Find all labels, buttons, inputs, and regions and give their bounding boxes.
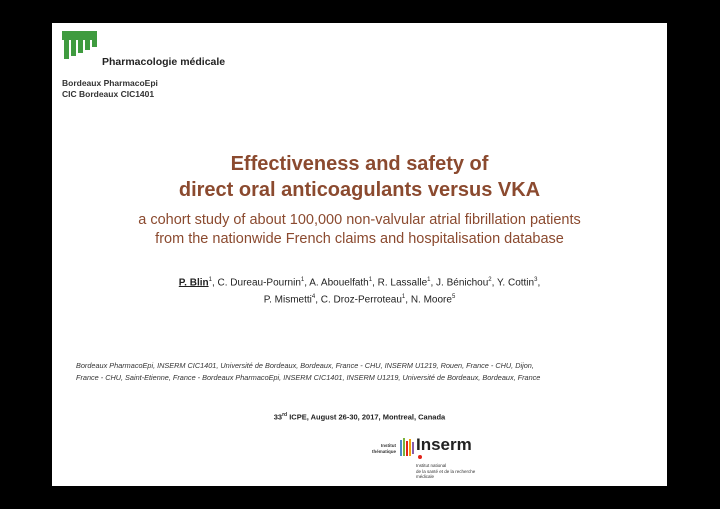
author-sup: 1 (427, 277, 431, 283)
pharmacologie-logo-icon (62, 31, 97, 59)
affiliations-line-1: Bordeaux PharmacoEpi, INSERM CIC1401, Université de Bordeaux, Bordeaux, France - CHU, INSERM U1219, Rouen, France - CHU, Dijon, (76, 361, 534, 370)
subtitle-line-1: a cohort study of about 100,000 non-valvular atrial fibrillation patients (138, 212, 581, 228)
author-presenter: P. Blin (178, 277, 209, 289)
author-sup: 3 (534, 277, 538, 283)
author: J. Bénichou (436, 277, 489, 289)
inserm-thematique-text: thématique (371, 449, 396, 454)
institution-name: Bordeaux PharmacoEpi (62, 78, 158, 88)
authors-line-2: P. Mismetti$^4$, C. Droz-Perroteau$^1$, N. Moore$^5$ (263, 294, 456, 306)
title-line-1: Effectiveness and safety of (230, 153, 489, 175)
author: P. Mismetti (263, 294, 312, 306)
author-sup: 4 (311, 294, 316, 300)
inserm-logo (352, 435, 492, 485)
inserm-brand: Inserm (416, 435, 472, 454)
inserm-institut-text: Institut (381, 443, 396, 448)
author-sup: 1 (208, 277, 212, 283)
institution-cic: CIC Bordeaux CIC1401 (62, 89, 155, 99)
conference-ordinal: rd (282, 412, 288, 418)
conference-number: 33 (273, 412, 283, 422)
authors-line-1: P. Blin$^1$, C. Dureau-Pournin$^1$, A. Abouelfath$^1$, R. Lassalle$^1$, J. Bénichou$^2$, Y. Cottin$^3$, (178, 277, 541, 289)
inserm-tagline-2: de la santé et de la recherche médicale (416, 469, 476, 479)
author: A. Abouelfath (309, 277, 369, 289)
author-sup: 5 (451, 294, 456, 300)
affiliations-line-2: France - CHU, Saint-Etienne, France - Bordeaux PharmacoEpi, INSERM CIC1401, INSERM U1219, Université de Bordeaux, Bordeaux, France (76, 373, 541, 382)
author: N. Moore (410, 294, 452, 306)
inserm-bars-icon (400, 437, 414, 459)
author-sup: 1 (401, 294, 406, 300)
conference-info (52, 412, 667, 422)
conference-text: ICPE, August 26-30, 2017, Montreal, Canada (287, 412, 446, 422)
author: C. Dureau-Pournin (217, 277, 301, 289)
author: R. Lassalle (377, 277, 428, 289)
logo-text: Pharmacologie médicale (102, 56, 226, 68)
author: C. Droz-Perroteau (320, 294, 402, 306)
author-sup: 2 (488, 277, 492, 283)
inserm-tagline-1: Institut national (416, 463, 447, 468)
author-sup: 1 (300, 277, 305, 283)
slide (52, 23, 667, 486)
author: Y. Cottin (497, 277, 535, 289)
subtitle-line-2: from the nationwide French claims and hospitalisation database (155, 231, 564, 247)
author-sup: 1 (368, 277, 373, 283)
inserm-red-dot (418, 455, 422, 459)
title-line-2: direct oral anticoagulants versus VKA (178, 179, 541, 201)
